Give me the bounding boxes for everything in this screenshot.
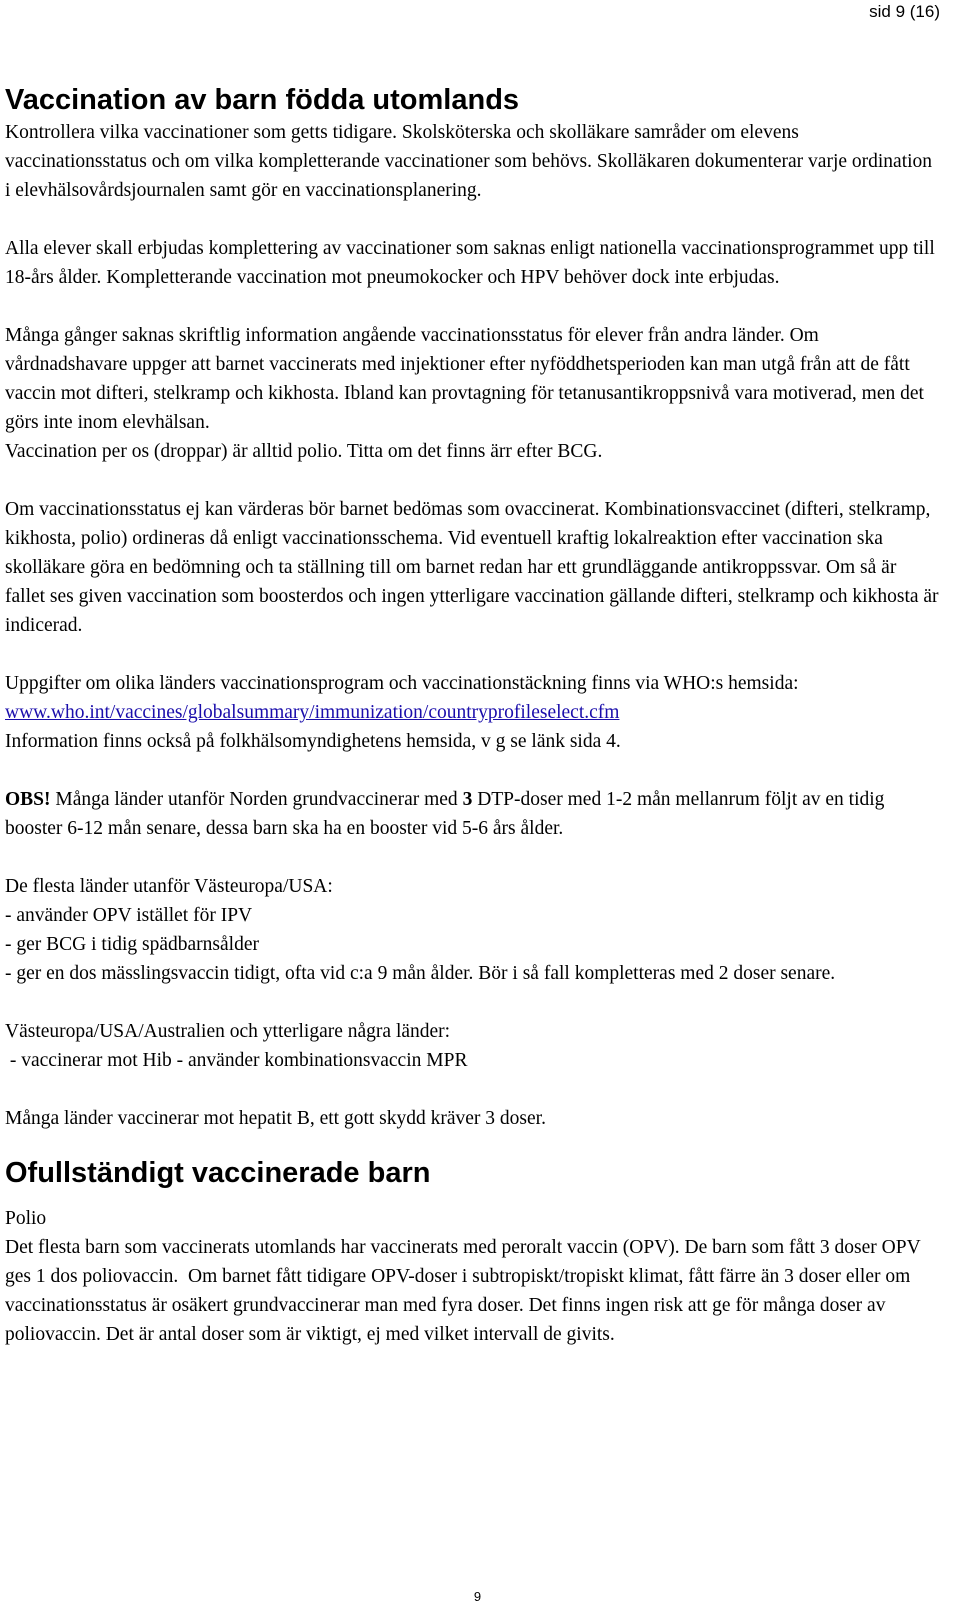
obs-label: OBS! <box>5 789 51 810</box>
document-body <box>5 82 940 1349</box>
list2-intro: Västeuropa/USA/Australien och ytterligare några länder: <box>5 1021 451 1042</box>
paragraph-polio: Det flesta barn som vaccinerats utomlands har vaccinerats med peroralt vaccin (OPV). De barn som fått 3 doser OPV ges 1 dos poliovaccin. Om barnet fått tidigare OPV-doser i subtropiskt/tropiskt klimat, fått färre än 3 doser eller om vaccinationsstatus är osäkert grundvaccinerar man med fyra doser. Det finns ingen risk att ge för många doser av poliovaccin. Det är antal doser som är viktigt, ej med vilket intervall de givits. <box>5 1237 926 1345</box>
section-heading-vaccination: Vaccination av barn födda utomlands <box>5 84 520 116</box>
list-item: - vaccinerar mot Hib - använder kombinationsvaccin MPR <box>5 1050 468 1071</box>
paragraph-folkhalsomyndigheten: Information finns också på folkhälsomyndighetens hemsida, v g se länk sida 4. <box>5 731 621 752</box>
obs-text-1: Många länder utanför Norden grundvaccinerar med <box>50 789 463 810</box>
page-number: 9 <box>473 1589 482 1604</box>
paragraph-who-intro: Uppgifter om olika länders vaccinationsprogram och vaccinationstäckning finns via WHO:s hemsida: <box>5 673 799 694</box>
polio-label: Polio <box>5 1208 47 1229</box>
paragraph-hepatit: Många länder vaccinerar mot hepatit B, ett gott skydd kräver 3 doser. <box>5 1108 546 1129</box>
list1-intro: De flesta länder utanför Västeuropa/USA: <box>5 876 333 897</box>
list-item: - använder OPV istället för IPV <box>5 905 253 926</box>
list-item: - ger en dos mässlingsvaccin tidigt, ofta vid c:a 9 mån ålder. Bör i så fall kompletteras med 2 doser senare. <box>5 963 836 984</box>
section-heading-ofullstandigt: Ofullständigt vaccinerade barn <box>5 1157 431 1189</box>
obs-text-2: DTP-doser med 1-2 mån mellanrum följt av en tidig booster 6-12 mån senare, dessa barn ska ha en booster vid 5-6 års ålder. <box>5 789 885 839</box>
list-item: - ger BCG i tidig spädbarnsålder <box>5 934 259 955</box>
paragraph-ovaccinerat: Om vaccinationsstatus ej kan värderas bör barnet bedömas som ovaccinerat. Kombinationsvaccinet (difteri, stelkramp, kikhosta, polio) ordineras då enligt vaccinationsschema. Vid eventuell kraftig lokalreaktion efter vaccination ska skolläkare göra en bedömning och ta ställning till om barnet redan har ett grundläggande antikroppssvar. Om så är fallet ses given vaccination som boosterdos och ingen ytterligare vaccination gällande difteri, stelkramp och kikhosta är indicerad. <box>5 499 939 636</box>
paragraph-per-os: Vaccination per os (droppar) är alltid polio. Titta om det finns ärr efter BCG. <box>5 441 603 462</box>
paragraph-who-link-line <box>5 698 940 727</box>
who-link[interactable]: www.who.int/vaccines/globalsummary/immunization/countryprofileselect.cfm <box>5 702 620 723</box>
paragraph-obs <box>5 785 940 843</box>
page-header: sid 9 (16) <box>869 2 940 21</box>
paragraph-information: Många gånger saknas skriftlig information angående vaccinationsstatus för elever från andra länder. Om vårdnadshavare uppger att barnet vaccinerats med injektioner efter nyföddhetsperioden kan man utgå från att de fått vaccin mot difteri, stelkramp och kikhosta. Ibland kan provtagning för tetanusantikroppsnivå vara motiverad, men det görs inte inom elevhälsan. <box>5 325 924 433</box>
obs-dose-count: 3 <box>462 789 473 810</box>
paragraph-intro: Kontrollera vilka vaccinationer som getts tidigare. Skolsköterska och skolläkare samråder om elevens vaccinationsstatus och om vilka kompletterande vaccinationer som behövs. Skolläkaren dokumenterar varje ordination i elevhälsovårdsjournalen samt gör en vaccinationsplanering. <box>5 122 933 201</box>
paragraph-komplettering: Alla elever skall erbjudas komplettering av vaccinationer som saknas enligt nationella vaccinationsprogrammet upp till 18-års ålder. Kompletterande vaccination mot pneumokocker och HPV behöver dock inte erbjudas. <box>5 238 935 288</box>
